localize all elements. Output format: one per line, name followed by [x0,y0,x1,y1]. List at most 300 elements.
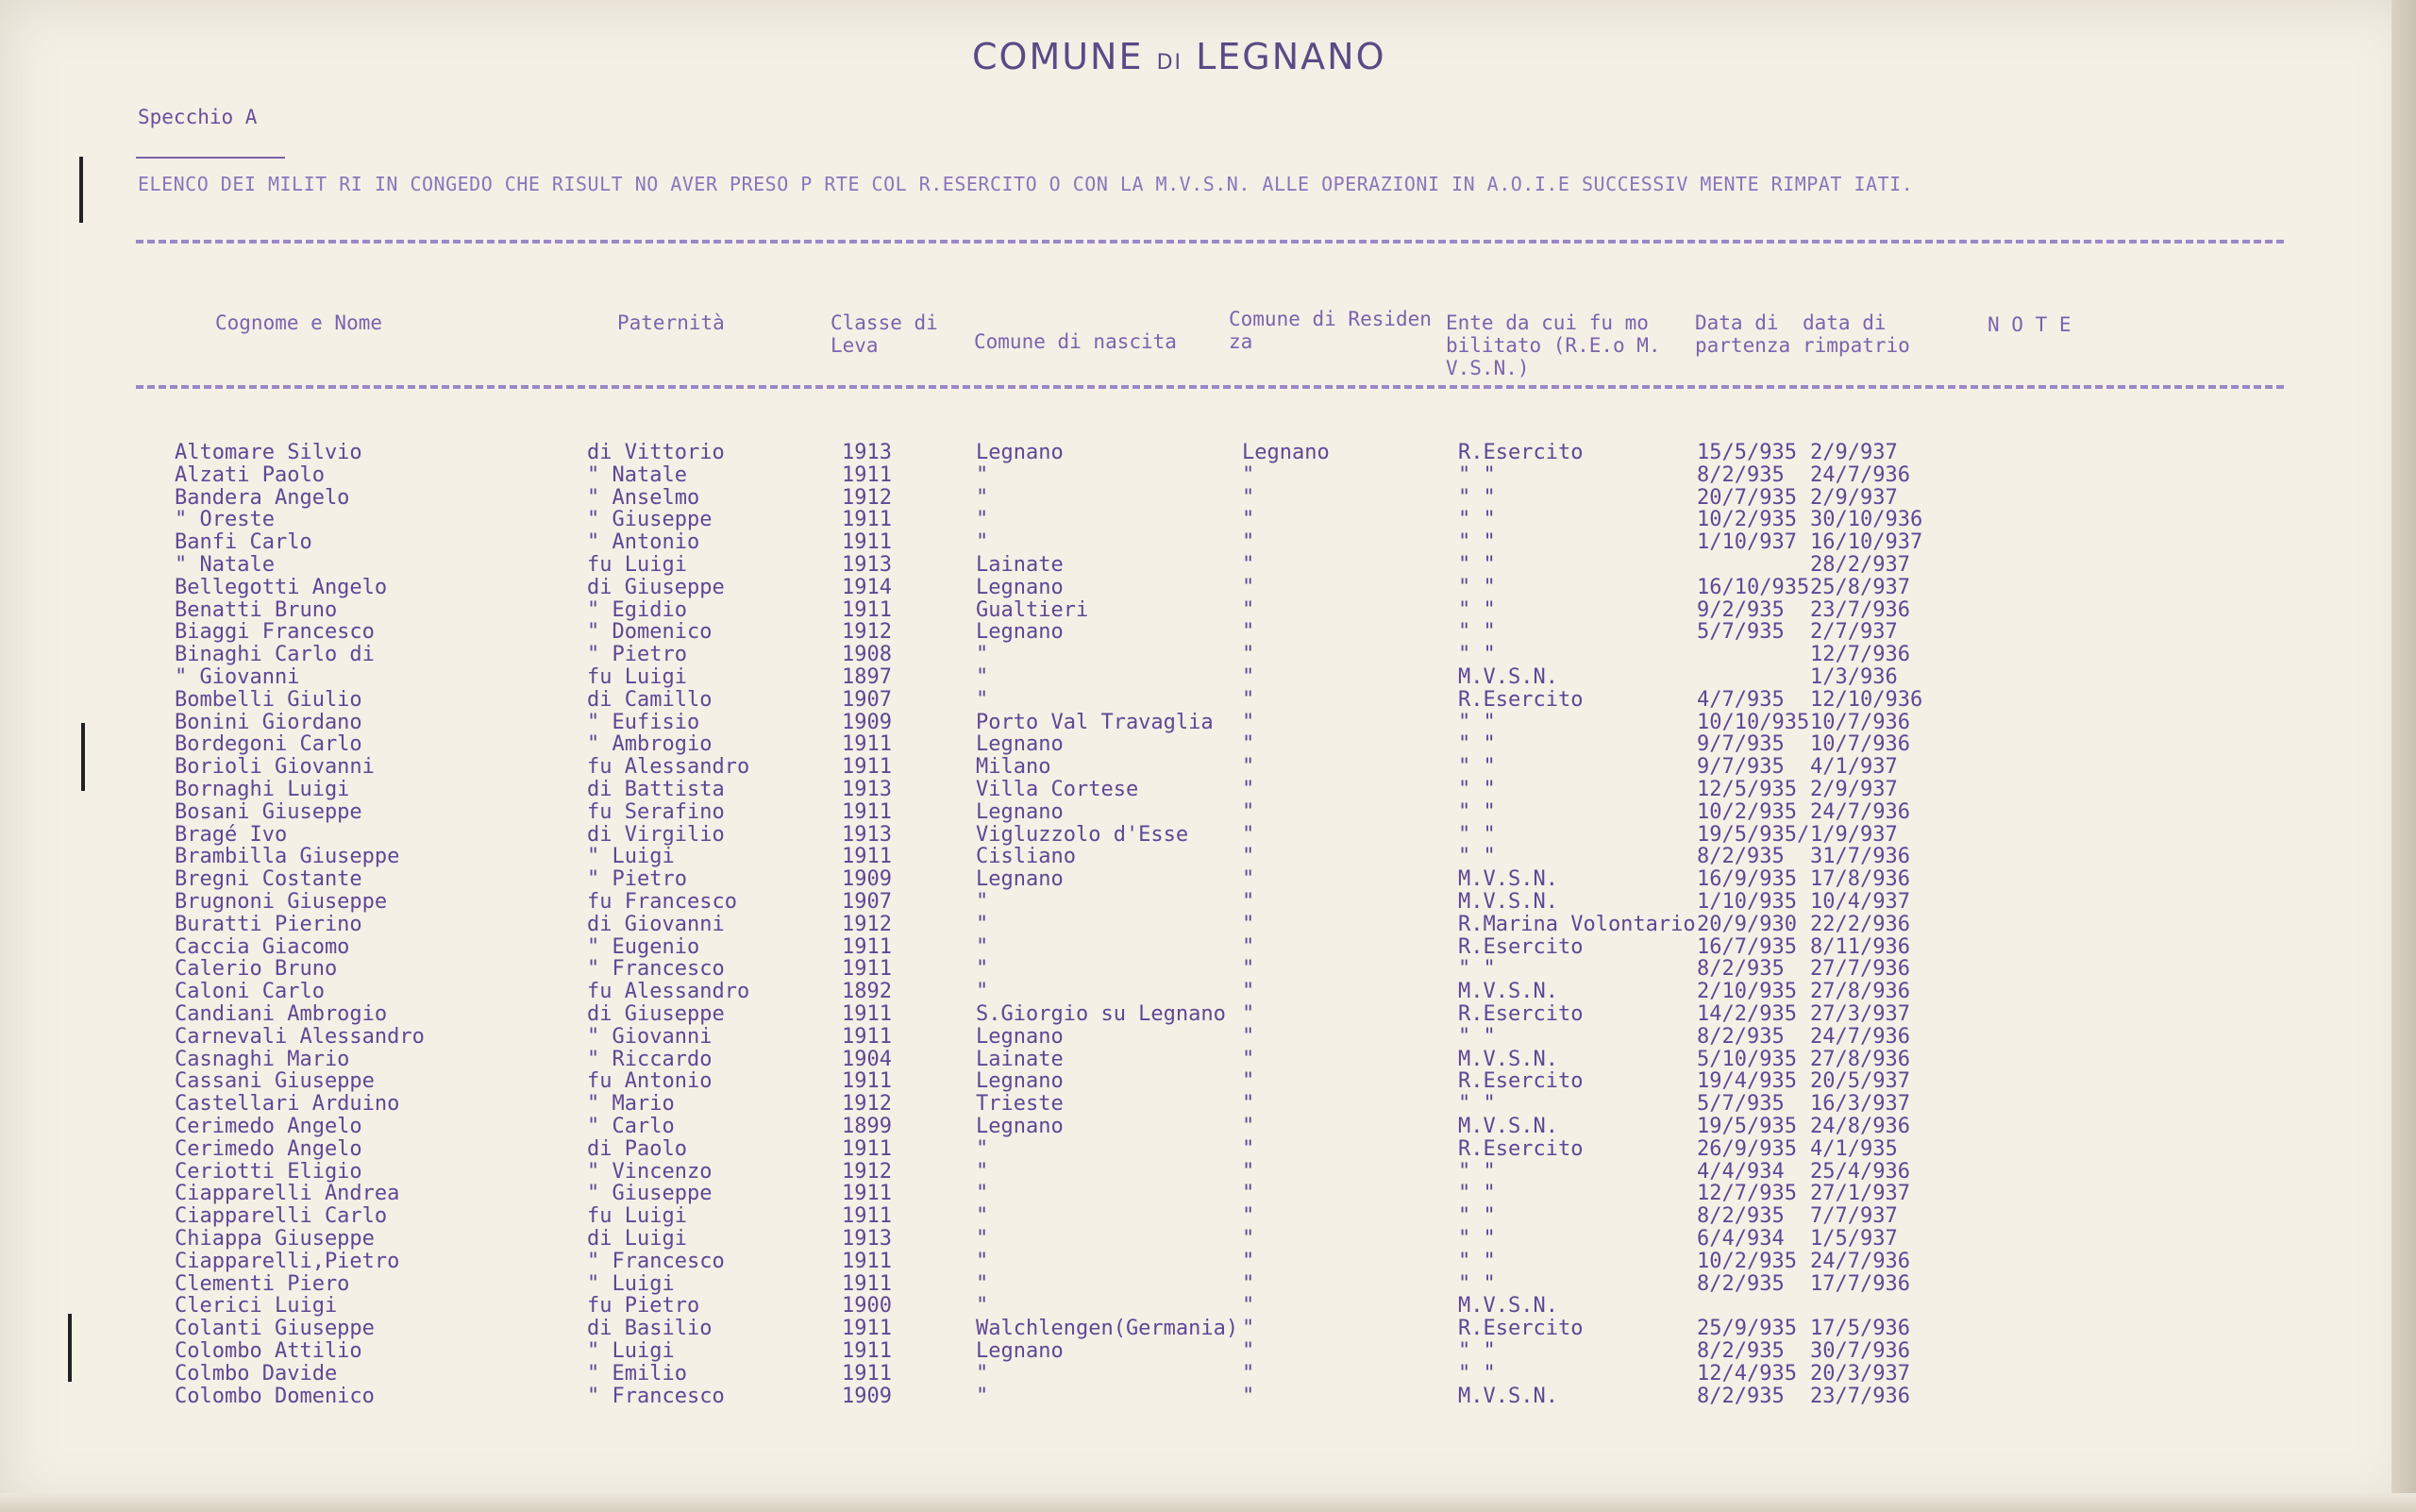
cell-nascita: " [976,1361,989,1386]
cell-nascita: " [976,1204,989,1229]
binder-mark [68,1314,72,1382]
table-row [0,756,2076,779]
cell-data-rimpatrio: 10/7/936 [1810,710,1910,734]
cell-data-partenza: 8/2/935 [1697,1339,1785,1363]
cell-paternita: " Ambrogio [587,732,713,757]
cell-data-rimpatrio: 24/8/936 [1810,1115,1910,1138]
cell-name: Alzati Paolo [175,462,325,487]
cell-classe: 1913 [842,1227,892,1251]
cell-data-rimpatrio: 17/8/936 [1810,867,1910,892]
cell-data-rimpatrio: 1/3/936 [1810,665,1898,689]
cell-ente: " " [1458,643,1496,667]
cell-data-rimpatrio: 27/3/937 [1810,1002,1910,1026]
table-row [0,712,2076,734]
cell-ente: " " [1458,530,1496,555]
cell-classe: 1913 [842,553,892,577]
table-row [0,442,2076,464]
cell-data-partenza: 4/7/935 [1697,687,1785,712]
cell-residenza: " [1242,1069,1255,1094]
cell-nascita: " [976,980,989,1004]
cell-data-partenza: 5/7/935 [1697,1092,1785,1117]
cell-nascita: " [976,462,989,487]
dashed-rule-header [136,385,2284,389]
cell-data-partenza: 1/10/935 [1697,890,1797,914]
cell-data-partenza: 8/2/935 [1697,1384,1785,1408]
table-row [0,936,2076,959]
cell-data-rimpatrio: 2/9/937 [1810,485,1898,510]
cell-data-rimpatrio: 28/2/937 [1810,553,1910,577]
cell-classe: 1911 [842,732,892,757]
cell-data-rimpatrio: 20/5/937 [1810,1069,1910,1094]
table-row [0,509,2076,531]
cell-paternita: " Eufisio [587,710,700,734]
cell-ente: " " [1458,553,1496,577]
cell-classe: 1911 [842,1204,892,1229]
cell-data-rimpatrio: 30/10/936 [1810,508,1923,532]
cell-ente: R.Esercito [1458,687,1584,712]
cell-data-partenza: 8/2/935 [1697,957,1785,982]
cell-nascita: " [976,1227,989,1251]
header-partenza: Data di partenza [1695,311,1791,357]
cell-ente: M.V.S.N. [1458,1294,1558,1319]
cell-classe: 1909 [842,867,892,892]
cell-nascita: Legnano [976,620,1064,645]
cell-paternita: " Emilio [587,1361,687,1386]
cell-residenza: " [1242,1136,1255,1161]
table-row [0,1273,2076,1296]
cell-data-partenza: 26/9/935 [1697,1136,1797,1161]
cell-ente: " " [1458,1249,1496,1273]
cell-data-rimpatrio: 27/8/936 [1810,980,1910,1004]
table-row [0,666,2076,689]
cell-paternita: " Luigi [587,845,675,869]
table-row [0,1183,2076,1205]
cell-name: Colombo Domenico [175,1384,375,1408]
cell-data-partenza: 16/7/935 [1697,934,1797,959]
table-row [0,1093,2076,1116]
cell-classe: 1911 [842,755,892,780]
cell-nascita: Legnano [976,441,1064,464]
cell-classe: 1904 [842,1047,892,1071]
cell-paternita: " Anselmo [587,485,700,510]
cell-nascita: Trieste [976,1092,1064,1117]
cell-residenza: " [1242,934,1255,959]
cell-name: Bornaghi Luigi [175,778,350,801]
cell-residenza: " [1242,1024,1255,1049]
cell-name: Colmbo Davide [175,1361,338,1386]
cell-name: Cerimedo Angelo [175,1136,362,1161]
cell-name: Ciapparelli Andrea [175,1182,400,1206]
header-name: Cognome e Nome [215,311,383,334]
cell-paternita: di Basilio [587,1317,713,1341]
cell-name: Cassani Giuseppe [175,1069,375,1094]
cell-classe: 1912 [842,1092,892,1117]
cell-nascita: " [976,1384,989,1408]
cell-paternita: " Giuseppe [587,1182,713,1206]
cell-data-rimpatrio: 27/7/936 [1810,957,1910,982]
cell-classe: 1908 [842,643,892,667]
cell-data-partenza: 12/7/935 [1697,1182,1797,1206]
cell-classe: 1911 [842,462,892,487]
cell-classe: 1911 [842,1361,892,1386]
cell-ente: M.V.S.N. [1458,1384,1558,1408]
cell-ente: " " [1458,1227,1496,1251]
cell-data-rimpatrio: 23/7/936 [1810,597,1910,622]
cell-residenza: " [1242,957,1255,982]
cell-ente: " " [1458,732,1496,757]
cell-classe: 1914 [842,575,892,599]
cell-data-partenza: 9/2/935 [1697,597,1785,622]
cell-classe: 1911 [842,1271,892,1296]
cell-data-partenza: 16/9/935 [1697,867,1797,892]
cell-classe: 1913 [842,822,892,847]
cell-paternita: di Giovanni [587,912,725,936]
cell-ente: R.Marina Volontario [1458,912,1696,936]
cell-name: Bregni Costante [175,867,362,892]
cell-paternita: fu Antonio [587,1069,713,1094]
cell-data-partenza: 8/2/935 [1697,1204,1785,1229]
cell-paternita: " Luigi [587,1339,675,1363]
cell-nascita: Legnano [976,732,1064,757]
title-comune: COMUNE [972,36,1144,77]
cell-classe: 1912 [842,620,892,645]
header-paternita: Paternità [617,311,725,334]
cell-data-rimpatrio: 2/7/937 [1810,620,1898,645]
cell-data-partenza: 8/2/935 [1697,845,1785,869]
cell-nascita: " [976,912,989,936]
table-row [0,621,2076,644]
cell-name: " Giovanni [175,665,300,689]
cell-paternita: " Eugenio [587,934,700,959]
cell-ente: R.Esercito [1458,1136,1584,1161]
cell-ente: " " [1458,1361,1496,1386]
cell-residenza: " [1242,597,1255,622]
cell-paternita: di Paolo [587,1136,687,1161]
binder-mark [79,157,83,223]
cell-data-partenza: 6/4/934 [1697,1227,1785,1251]
cell-nascita: " [976,508,989,532]
cell-ente: M.V.S.N. [1458,980,1558,1004]
cell-nascita: Lainate [976,553,1064,577]
cell-paternita: fu Francesco [587,890,737,914]
table-row [0,1138,2076,1161]
cell-ente: " " [1458,508,1496,532]
cell-name: Bonini Giordano [175,710,362,734]
cell-ente: M.V.S.N. [1458,890,1558,914]
cell-paternita: fu Pietro [587,1294,700,1319]
cell-ente: " " [1458,620,1496,645]
table-row [0,1295,2076,1318]
cell-classe: 1911 [842,1069,892,1094]
cell-classe: 1911 [842,1317,892,1341]
cell-paternita: di Virgilio [587,822,725,847]
cell-nascita: Gualtieri [976,597,1089,622]
table-row [0,1228,2076,1251]
cell-ente: " " [1458,755,1496,780]
cell-paternita: fu Luigi [587,553,687,577]
cell-name: Borioli Giovanni [175,755,375,780]
table-row [0,1363,2076,1386]
cell-data-rimpatrio: 4/1/935 [1810,1136,1898,1161]
cell-data-partenza: 5/7/935 [1697,620,1785,645]
cell-paternita: " Luigi [587,1271,675,1296]
cell-ente: " " [1458,1204,1496,1229]
cell-paternita: di Giuseppe [587,575,725,599]
title-legnano: LEGNANO [1196,36,1386,77]
cell-ente: R.Esercito [1458,1317,1584,1341]
cell-classe: 1911 [842,845,892,869]
table-row [0,914,2076,936]
cell-residenza: " [1242,1002,1255,1026]
cell-name: Bandera Angelo [175,485,350,510]
cell-paternita: " Domenico [587,620,713,645]
cell-data-rimpatrio: 7/7/937 [1810,1204,1898,1229]
cell-residenza: " [1242,732,1255,757]
cell-classe: 1913 [842,441,892,464]
cell-ente: " " [1458,1024,1496,1049]
cell-classe: 1911 [842,957,892,982]
cell-paternita: fu Alessandro [587,980,750,1004]
cell-paternita: " Giovanni [587,1024,713,1049]
cell-residenza: " [1242,710,1255,734]
cell-data-rimpatrio: 23/7/936 [1810,1384,1910,1408]
cell-classe: 1907 [842,687,892,712]
cell-nascita: Lainate [976,1047,1064,1071]
cell-classe: 1912 [842,485,892,510]
cell-paternita: " Carlo [587,1115,675,1138]
cell-data-partenza: 16/10/935 [1697,575,1810,599]
cell-data-partenza: 10/2/935 [1697,799,1797,824]
document-heading: ELENCO DEI MILIT RI IN CONGEDO CHE RISULT NO AVER PRESO P RTE COL R.ESERCITO O CON LA M.V.S.N. ALLE OPERAZIONI IN A.O.I.E SUCCESSIV MENTE RIMPAT IATI. [138,173,1914,195]
cell-data-rimpatrio: 31/7/936 [1810,845,1910,869]
cell-data-partenza: 25/9/935 [1697,1317,1797,1341]
cell-classe: 1899 [842,1115,892,1138]
cell-residenza: " [1242,1047,1255,1071]
cell-data-rimpatrio: 2/9/937 [1810,441,1898,464]
cell-nascita: " [976,1294,989,1319]
cell-data-partenza: 10/2/935 [1697,1249,1797,1273]
cell-ente: " " [1458,822,1496,847]
cell-ente: M.V.S.N. [1458,665,1558,689]
table-row [0,824,2076,847]
cell-paternita: " Egidio [587,597,687,622]
cell-ente: " " [1458,799,1496,824]
cell-classe: 1900 [842,1294,892,1319]
cell-nascita: " [976,957,989,982]
cell-residenza: " [1242,620,1255,645]
cell-residenza: " [1242,867,1255,892]
cell-data-partenza: 9/7/935 [1697,732,1785,757]
page-fold [2391,0,2416,1512]
cell-name: Chiappa Giuseppe [175,1227,375,1251]
cell-paternita: " Francesco [587,957,725,982]
cell-residenza: " [1242,1092,1255,1117]
cell-name: Candiani Ambrogio [175,1002,388,1026]
cell-data-rimpatrio: 12/10/936 [1810,687,1923,712]
cell-ente: " " [1458,575,1496,599]
cell-nascita: " [976,890,989,914]
cell-nascita: Legnano [976,1115,1064,1138]
table-row [0,1386,2076,1408]
cell-data-partenza: 2/10/935 [1697,980,1797,1004]
table-row [0,981,2076,1003]
cell-classe: 1911 [842,508,892,532]
cell-paternita: " Natale [587,462,687,487]
cell-nascita: Milano [976,755,1051,780]
cell-residenza: " [1242,1159,1255,1184]
cell-residenza: " [1242,755,1255,780]
cell-residenza: " [1242,687,1255,712]
cell-classe: 1912 [842,912,892,936]
header-residenza: Comune di Residen za [1229,308,1432,353]
cell-name: Bragé Ivo [175,822,288,847]
cell-ente: " " [1458,597,1496,622]
cell-ente: M.V.S.N. [1458,867,1558,892]
cell-ente: M.V.S.N. [1458,1115,1558,1138]
cell-nascita: " [976,1271,989,1296]
cell-nascita: " [976,485,989,510]
cell-residenza: " [1242,643,1255,667]
cell-residenza: " [1242,1339,1255,1363]
cell-nascita: Walchlengen(Germania) [976,1317,1239,1341]
table-row [0,1049,2076,1071]
cell-paternita: di Battista [587,778,725,801]
cell-nascita: Legnano [976,1069,1064,1094]
cell-residenza: " [1242,980,1255,1004]
cell-nascita: Legnano [976,867,1064,892]
cell-ente: " " [1458,462,1496,487]
cell-data-rimpatrio: 24/7/936 [1810,1249,1910,1273]
cell-name: Calerio Bruno [175,957,338,982]
cell-data-rimpatrio: 25/4/936 [1810,1159,1910,1184]
title-di: DI [1156,51,1183,75]
cell-data-partenza: 10/10/935 [1697,710,1810,734]
cell-name: Ciapparelli Carlo [175,1204,388,1229]
cell-nascita: Villa Cortese [976,778,1139,801]
cell-data-partenza: 20/7/935 [1697,485,1797,510]
cell-name: Benatti Bruno [175,597,338,622]
cell-name: Carnevali Alessandro [175,1024,425,1049]
table-row [0,644,2076,666]
cell-paternita: " Riccardo [587,1047,713,1071]
cell-paternita: di Vittorio [587,441,725,464]
table-row [0,1003,2076,1026]
cell-paternita: di Camillo [587,687,713,712]
cell-data-rimpatrio: 30/7/936 [1810,1339,1910,1363]
table-row [0,599,2076,622]
cell-name: Colanti Giuseppe [175,1317,375,1341]
cell-name: Bordegoni Carlo [175,732,362,757]
table-row [0,577,2076,599]
cell-name: Biaggi Francesco [175,620,375,645]
header-ente: Ente da cui fu mo bilitato (R.E.o M. V.S.N.) [1446,311,1661,379]
cell-residenza: Legnano [1242,441,1330,464]
cell-name: " Natale [175,553,275,577]
cell-name: " Oreste [175,508,275,532]
cell-nascita: Legnano [976,575,1064,599]
cell-classe: 1911 [842,1339,892,1363]
cell-name: Banfi Carlo [175,530,312,555]
cell-classe: 1911 [842,1249,892,1273]
cell-ente: R.Esercito [1458,1002,1584,1026]
dashed-rule-top [136,240,2284,244]
cell-data-partenza: 1/10/937 [1697,530,1797,555]
header-classe: Classe di Leva [830,311,938,357]
table-row [0,689,2076,712]
specchio-label: Specchio A [138,106,258,128]
cell-residenza: " [1242,1361,1255,1386]
cell-data-rimpatrio: 24/7/936 [1810,1024,1910,1049]
cell-paternita: " Pietro [587,643,687,667]
cell-nascita: Legnano [976,1024,1064,1049]
table-row [0,846,2076,868]
cell-residenza: " [1242,912,1255,936]
cell-data-partenza: 12/4/935 [1697,1361,1797,1386]
cell-name: Brambilla Giuseppe [175,845,400,869]
cell-ente: R.Esercito [1458,1069,1584,1094]
cell-classe: 1909 [842,710,892,734]
cell-nascita: " [976,530,989,555]
table-row [0,487,2076,510]
cell-classe: 1911 [842,1136,892,1161]
cell-data-partenza: 5/10/935 [1697,1047,1797,1071]
cell-name: Cerimedo Angelo [175,1115,362,1138]
cell-name: Clerici Luigi [175,1294,338,1319]
table-row [0,1205,2076,1228]
table-row [0,1340,2076,1363]
cell-ente: " " [1458,1092,1496,1117]
cell-ente: " " [1458,1271,1496,1296]
table-row [0,1318,2076,1340]
header-nascita: Comune di nascita [974,330,1177,353]
cell-data-rimpatrio: 25/8/937 [1810,575,1910,599]
cell-data-partenza: 8/2/935 [1697,1271,1785,1296]
cell-paternita: fu Serafino [587,799,725,824]
cell-name: Bombelli Giulio [175,687,362,712]
cell-data-partenza: 8/2/935 [1697,462,1785,487]
table-row [0,1251,2076,1273]
cell-residenza: " [1242,799,1255,824]
cell-name: Buratti Pierino [175,912,362,936]
cell-name: Altomare Silvio [175,441,362,464]
table-row [0,891,2076,914]
cell-nascita: " [976,1249,989,1273]
cell-residenza: " [1242,1204,1255,1229]
cell-data-rimpatrio: 20/3/937 [1810,1361,1910,1386]
cell-ente: " " [1458,1182,1496,1206]
cell-data-rimpatrio: 4/1/937 [1810,755,1898,780]
cell-data-partenza: 4/4/934 [1697,1159,1785,1184]
cell-classe: 1911 [842,934,892,959]
cell-data-partenza: 15/5/935 [1697,441,1797,464]
cell-data-rimpatrio: 22/2/936 [1810,912,1910,936]
cell-ente: " " [1458,1339,1496,1363]
cell-residenza: " [1242,1115,1255,1138]
cell-nascita: S.Giorgio su Legnano [976,1002,1226,1026]
cell-ente: " " [1458,1159,1496,1184]
cell-paternita: " Mario [587,1092,675,1117]
table-row [0,464,2076,487]
cell-classe: 1913 [842,778,892,801]
specchio-underline [136,157,285,159]
cell-data-rimpatrio: 27/1/937 [1810,1182,1910,1206]
cell-nascita: " [976,643,989,667]
cell-classe: 1897 [842,665,892,689]
cell-ente: M.V.S.N. [1458,1047,1558,1071]
cell-classe: 1892 [842,980,892,1004]
cell-name: Colombo Attilio [175,1339,362,1363]
cell-residenza: " [1242,1384,1255,1408]
